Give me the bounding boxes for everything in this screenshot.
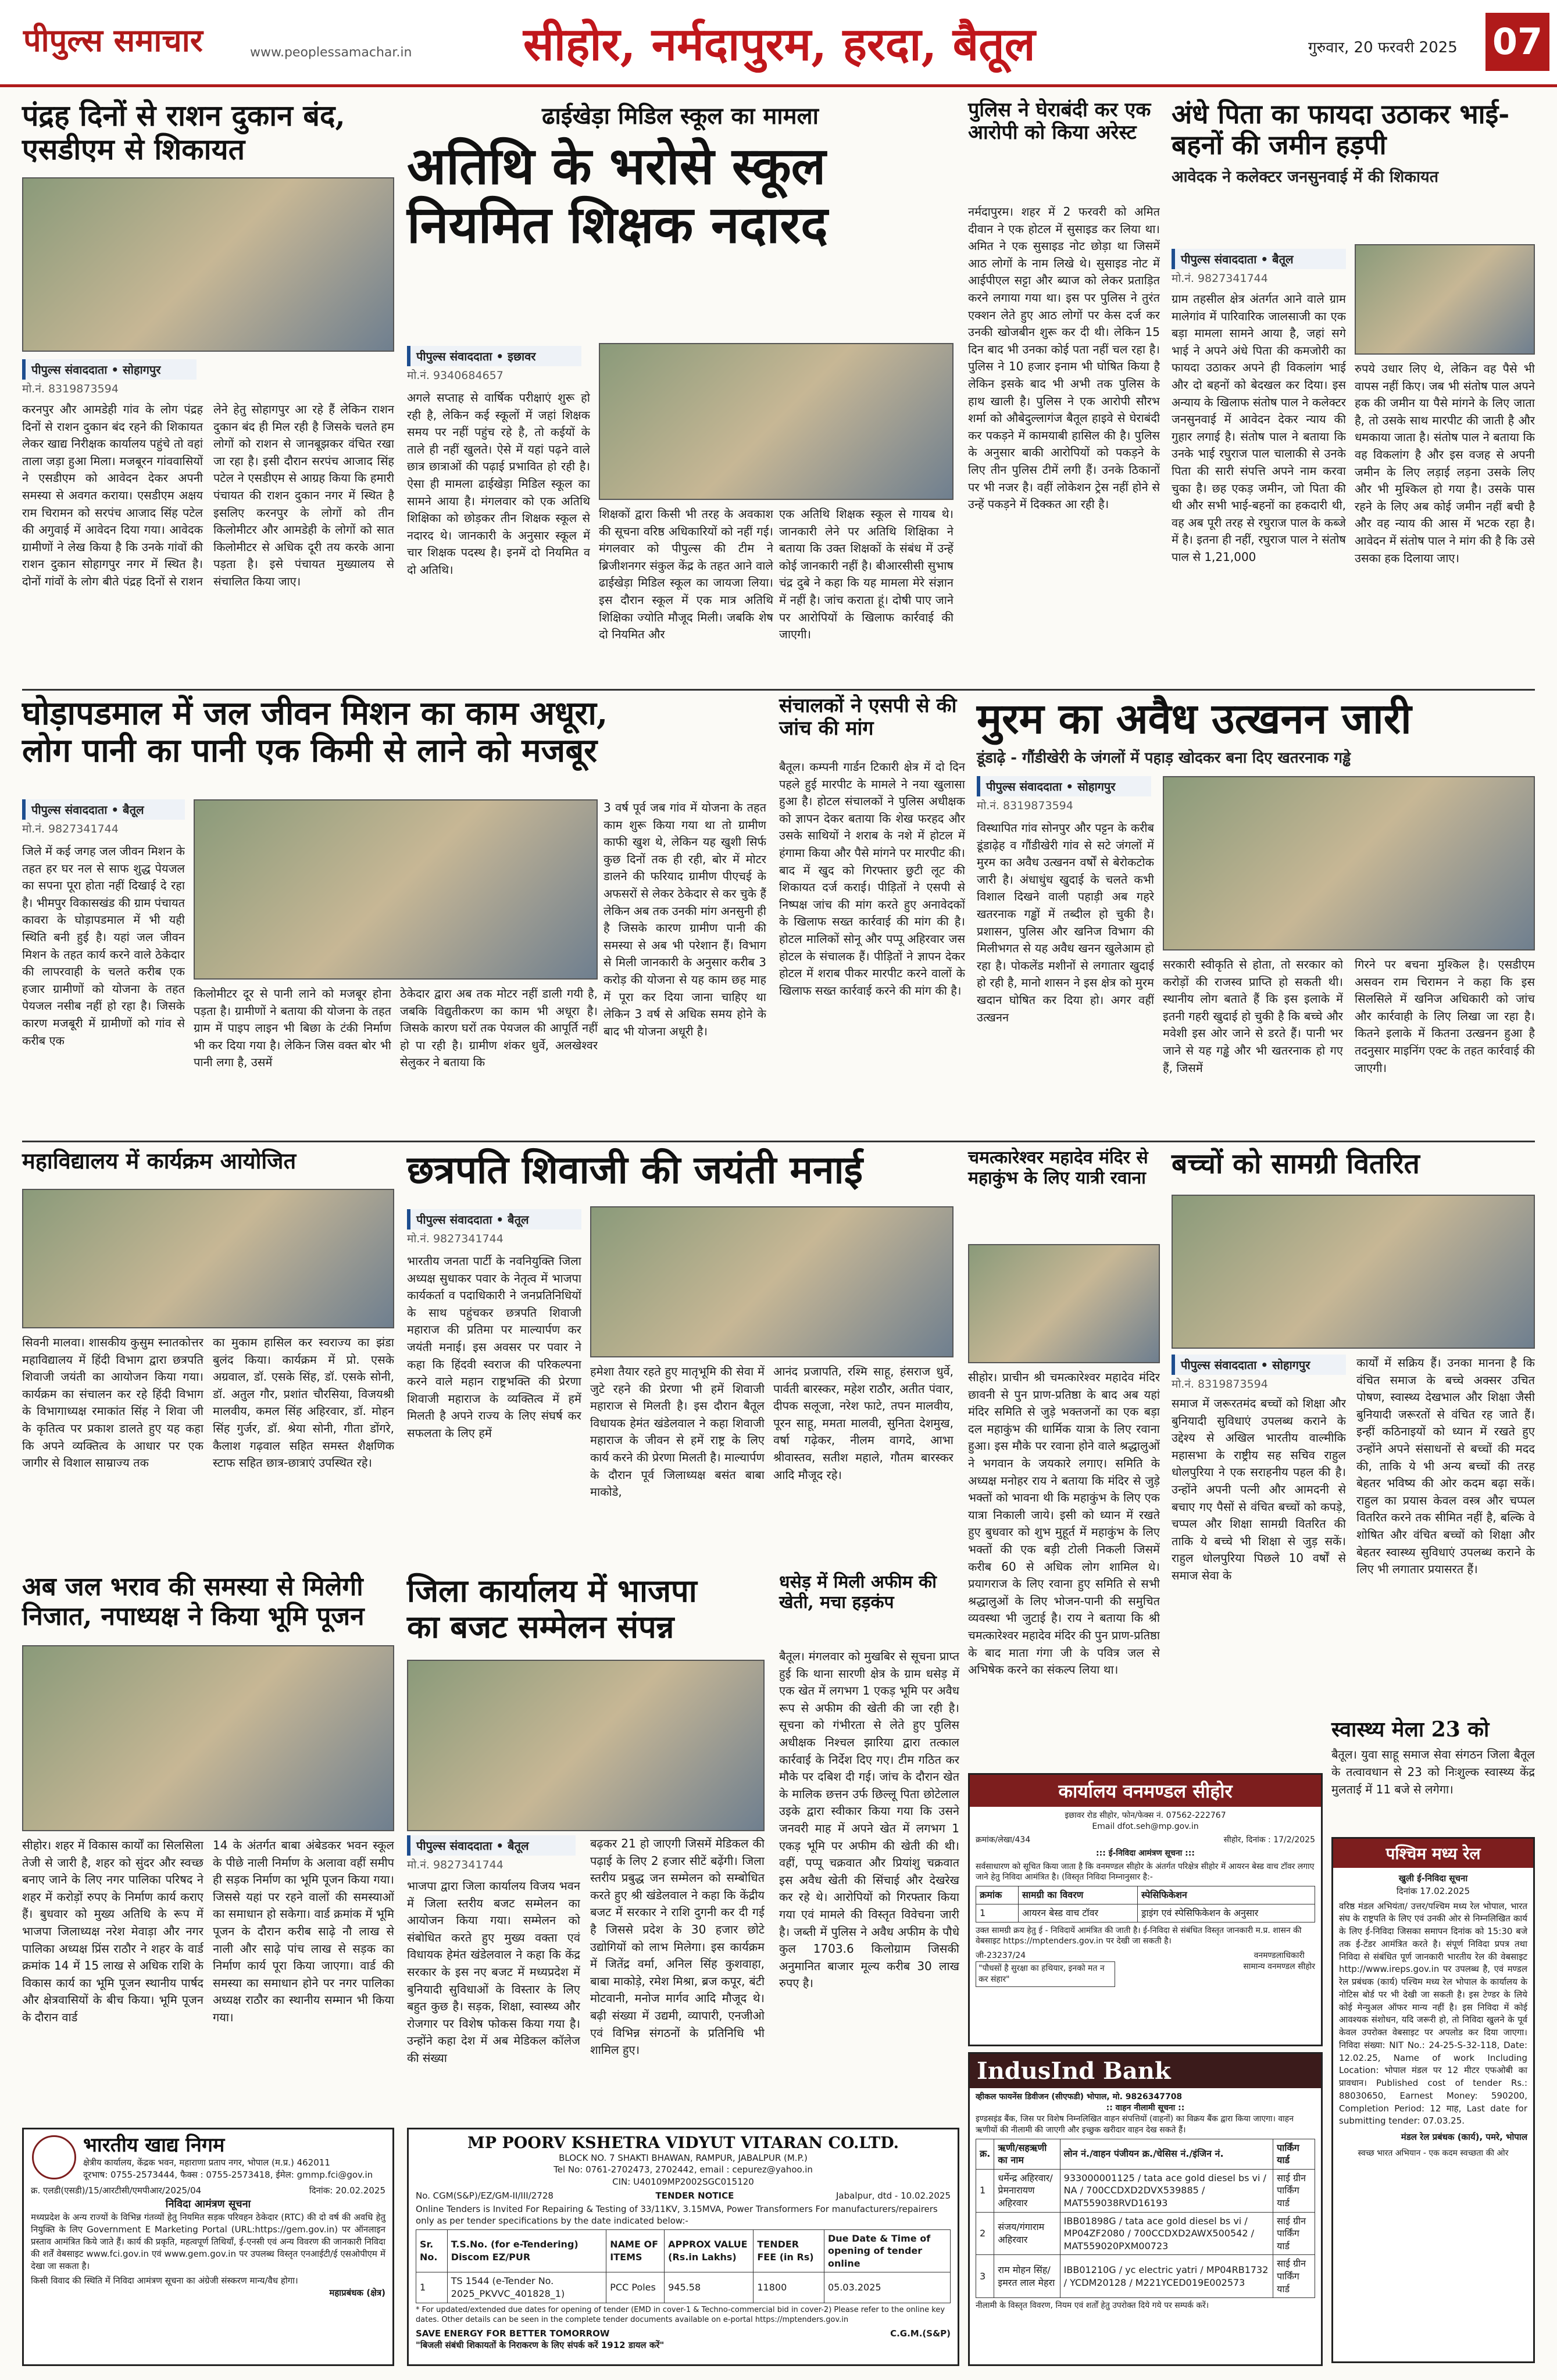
ad-title: पश्चिम मध्य रेल <box>1333 1839 1533 1868</box>
ad-phone: दूरभाष: 0755-2573444, फैक्स : 0755-2573418, ईमेल: gmmp.fci@gov.in <box>83 2170 373 2181</box>
reporter-mobile: मो.नं. 9827341744 <box>407 1859 503 1871</box>
cell: साई ग्रीन पार्किंग यार्ड <box>1273 2212 1315 2255</box>
subheadline: डूंडाढ़े - गौंडीखेरी के जंगलों में पहाड़ खोदकर बना दिए खतरनाक गड्ढे <box>977 749 1351 767</box>
cell: 1 <box>976 1904 1019 1922</box>
ad-title: कार्यालय वनमण्डल सीहोर <box>970 1775 1321 1807</box>
headline[interactable]: स्वास्थ्य मेला 23 को <box>1331 1717 1490 1742</box>
col-header: Sr. No. <box>416 2229 448 2272</box>
issue-date: गुरुवार, 20 फरवरी 2025 <box>1308 39 1458 56</box>
ad-sign: C.G.M.(S&P) <box>890 2328 951 2339</box>
subheadline: आवेदक ने कलेक्टर जनसुनवाई में की शिकायत <box>1172 167 1438 186</box>
reporter-mobile: मो.नं. 9827341744 <box>22 823 119 835</box>
ad-email[interactable]: Email dfot.seh@mp.gov.in <box>1092 1821 1199 1831</box>
ad-slogan: स्वच्छ भारत अभियान - एक कदम स्वच्छता की ओर <box>1358 2148 1509 2158</box>
article-body-col1: विस्थापित गांव सोनपुर और पट्टन के करीब डूंडाढ़ेह व गौंडीखेरी गांव से सटे जंगलों में मुरम का अवैध उत्खनन वर्षों से बेरोकटोक जारी है। अंधाधुंध खुदाई के चलते कभी विशाल दिखने वाली पहाड़ी अब गहरे खतरनाक गड्ढों में तब्दील हो चुकी है। प्रशासन, पुलिस और खनिज विभाग की मिलीभगत से यह अवैध खनन खुलेआम हो रहा है। पोकलेंड मशीनों से लगातार खुदाई हो रही है, मानो शासन ने इस क्षेत्र को मुरम खदान घोषित कर दिया हो। अगर वहीं उत्खनन <box>977 821 1154 1024</box>
headline[interactable]: अंधे पिता का फायदा उठाकर भाई-बहनों की जमीन हड़पी <box>1172 98 1510 160</box>
article-body-col1: अगले सप्ताह से वार्षिक परीक्षाएं शुरू हो रही है, लेकिन कई स्कूलों में जहां शिक्षक समय पर नहीं पहुंच रहे है, तो कईयों के ताले ही नहीं खुलते। ऐसे में यहां पढ़ने वाले छात्र छात्राओं की पढ़ाई प्रभावित हो रही है। ऐसा ही मामला ढाईखेड़ा मिडिल स्कूल का सामने आया है। मंगलवार को एक अतिथि शिक्षिका को छोड़कर तीन शिक्षक स्कूल से नदारद थे। जानकारी के अनुसार स्कूल में चार शिक्षक पदस्थ है। इनमें दो नियमित व दो अतिथि। <box>407 391 590 577</box>
headline[interactable]: पंद्रह दिनों से राशन दुकान बंद, एसडीएम से शिकायत <box>22 98 345 166</box>
article-photo <box>599 343 954 500</box>
ad-address: BLOCK NO. 7 SHAKTI BHAWAN, RAMPUR, JABALPUR (M.P.) <box>559 2153 808 2164</box>
headline-line-2[interactable]: का बजट सम्मेलन संपन्न <box>407 1608 674 1646</box>
headline-line-2[interactable]: नियमित शिक्षक नदारद <box>407 194 828 255</box>
col-header: स्पेसिफिकेशन <box>1138 1886 1315 1904</box>
article-photo <box>22 1189 394 1328</box>
article-body: बैतूल। युवा साहू समाज सेवा संगठन जिला बैतूल के तत्वावधान से 23 को निःशुल्क स्वास्थ्य केंद्र मुलताई में 11 बजे से लगेगा। <box>1331 1748 1535 1796</box>
article-body: बैतूल। कम्पनी गार्डन टिकारी क्षेत्र में दो दिन पहले हुई मारपीट के मामले ने नया खुलासा हुआ है। होटल संचालकों ने पुलिस अधीक्षक को ज्ञापन देकर बताया कि शेख फरहद और उसके साथियों ने शराब के नशे में होटल में हंगामा किया और पैसे मांगने पर मारपीट की। बाद में खुद को गिरफ्तार छुटी लूट की शिकायत दर्ज कराई। पीड़ितों ने एसपी से निष्पक्ष जांच की मांग करते हुए अनावेदकों के खिलाफ सख्त कार्रवाई की मांग की है। होटल मालिकों सोनू और पप्पू अहिरवार जस होटल के संचालक हैं। पीड़ितों ने ज्ञापन देकर होटल में शराब पीकर मारपीट करने वालों के खिलाफ सख्त कार्रवाई करने की मांग की है। <box>779 760 965 998</box>
article-jal-jeevan-mission <box>22 695 766 1137</box>
article-ration-shop <box>22 99 394 683</box>
cell: PCC Poles <box>606 2272 665 2303</box>
article-body-col1: सीहोर। शहर में विकास कार्यों का सिलसिला तेजी से जारी है, शहर को सुंदर और स्वच्छ बनाए जाने के लिए नगर पालिका परिषद ने शहर में करोड़ों रुपए के निर्माण कार्य कराए हैं। बुधवार को मुख्य अतिथि के रूप में भाजपा जिलाध्यक्ष नरेश मेवाड़ा और नगर पालिका अध्यक्ष प्रिंस राठौर ने शहर के वार्ड क्रमांक 14 में 15 लाख से अधिक राशि के विकास कार्य का भूमि पूजन स्थानीय पार्षद और क्षेत्रवासियों के बीच किया। भूमि पूजन के दौरान वार्ड <box>22 1838 203 2024</box>
col-header: TENDER FEE (in Rs) <box>753 2229 824 2272</box>
byline: पीपुल्स संवाददाता • सोहागपुर <box>1172 1355 1346 1375</box>
ad-forest-division-tender <box>968 1773 1323 2046</box>
ad-tender-title: ::: ई-निविदा आमंत्रण सूचना ::: <box>1096 1848 1195 1858</box>
ad-date: सीहोर, दिनांक : 17/2/2025 <box>1223 1835 1315 1845</box>
cell: TS 1544 (e-Tender No. 2025_PKVVC_401828_1) <box>447 2272 606 2303</box>
fci-logo-icon <box>32 2135 76 2179</box>
newspaper-logo[interactable]: पीपुल्स समाचार <box>23 22 203 59</box>
article-photo <box>22 1645 394 1831</box>
byline: पीपुल्स संवाददाता • बैतूल <box>22 799 185 820</box>
article-shivaji-jayanti <box>407 1148 954 1567</box>
ad-reference: क्र. एलडी(एसडी)/15/आरटीसी/एमपीआर/2025/04 <box>31 2185 202 2196</box>
headline[interactable]: अब जल भराव की समस्या से मिलेगी निजात, नपाध्यक्ष ने किया भूमि पूजन <box>22 1572 365 1631</box>
cell: IBB01210G / yc electric yatri / MP04RB1732 / YCDM20128 / M221YCED019E002573 <box>1060 2255 1273 2298</box>
masthead <box>0 0 1557 87</box>
ad-body: वरिष्ठ मंडल अभियंता/ उत्तर/पश्चिम मध्य रेल भोपाल, भारत संघ के राष्ट्रपति के लिए एवं उनकी ओर से निम्नलिखित कार्य के लिए ई-निविदा जिसका समापन दिनांक को 15:30 बजे तक ई-टेंडर आमंत्रित करते है। संपूर्ण निविदा प्रपत्र तथा निविदा से संबंधित पूर्ण जानकारी भारतीय रेल की वेबसाइट http://www.ireps.gov.in पर उपलब्ध है, एवं मण्डल रेल प्रबंधक (कार्य) पश्चिम मध्य रेल भोपाल के कार्यालय के नोटिस बोर्ड पर भी देखी जा सकती है। इस टेण्डर के लिये कोई मेन्युअल ऑफर मान्य नहीं है। इस निविदा में कोई आवश्यक संशोधन, यदि जरूरी हो, तो निविदा खुलने के पूर्व केवल उपरोक्त वेबसाइट पर अपलोड कर दिया जाएगा। निविदा संख्या: NIT No.: 24-25-S-32-118, Date: 12.02.25, Name of work Including Location: भोपाल मंडल पर 12 मीटर एफओबी का प्रावधान। Published cost of tender Rs.: 88030650, Earnest Money: 590200, Completion Period: 12 माह, Last date for submitting tender: 07.03.25. <box>1339 1900 1527 2127</box>
ad-date: दिनांक 17.02.2025 <box>1396 1885 1470 1896</box>
cell: IBB01898G / tata ace gold diesel bs vi / MP04ZF2080 / 700CCDXD2AWX500542 / MAT559020PXM00723 <box>1060 2212 1273 2255</box>
headline[interactable]: संचालकों ने एसपी से की जांच की मांग <box>779 694 957 741</box>
ad-notice: :: वाहन नीलामी सूचना :: <box>1106 2103 1185 2113</box>
article-bjp-budget-conference <box>407 1573 765 2122</box>
ad-body: इण्डसइंड बैंक, जिस पर विशेष निम्नलिखित वाहन संपत्तियों (वाहनों) का विक्रय बैंक द्वारा किया जाएगा। वाहन ऋणीयों की नीलामी की जाएगी और इच्छुक खरीदार वाहन देख सकते हैं। <box>976 2114 1294 2135</box>
article-body: करनपुर और आमडेही गांव के लोग पंद्रह दिनों से राशन दुकान बंद रहने की शिकायत लेकर खाद्य निरीक्षक कार्यालय पहुंचे तो वहां ताला जड़ा हुआ मिला। मजबूरन गांववासियों ने एसडीएम को आवेदन देकर अपनी समस्या से अवगत कराया। एसडीएम अक्षय राम चिरामन को सरपंच आजाद सिंह पटेल की अगुवाई में आवेदन दिया गया। आवेदक ग्रामीणों ने लेख किया है कि उनके गांवों की राशन दुकान सोहागपुर नगर में स्थित है। दोनों गांवों के लोग बीते पंद्रह दिनों से राशन लेने हेतु सोहागपुर आ रहे हैं लेकिन राशन दुकान बंद ही मिल रही है जिसके चलते हम लोगों को राशन से जानबूझकर वंचित रखा जा रहा है। इसी दौरान सरपंच आजाद सिंह पटेल ने एसडीएम से आग्रह किया कि हमारी पंचायत की राशन दुकान नगर में स्थित है इसलिए करनपुर के लोगों को तीन किलोमीटर और आमडेही के लोगों को सात किलोमीटर से अधिक दूरी तय करके आना पड़ता है। इसे पंचायत मुख्यालय से संचालित किया जाए। <box>22 402 394 588</box>
article-body-col1: सिवनी मालवा। शासकीय कुसुम स्नातकोत्तर महाविद्यालय में हिंदी विभाग द्वारा छत्रपति शिवाजी जयंती का आयोजन किया गया। कार्यक्रम का संचालन कर रहे हिंदी विभाग के विभागाध्यक्ष रमाकांत सिंह ने शिवा जी के कृतित्व पर प्रकाश डालते हुए यह कहा कि अपने व्यक्तित्व के आधार पर एक जागीर से विशाल साम्राज्य तक <box>22 1335 203 1470</box>
article-photo <box>407 1660 765 1831</box>
article-photo <box>194 799 598 980</box>
article-body-col3: एक अतिथि शिक्षक स्कूल से गायब थे। जानकारी लेने पर अतिथि शिक्षिका ने बताया कि उक्त शिक्षकों के संबंध में उन्हें कोई जानकारी नहीं है। बीआरसीसी सुभाष चंद्र दुबे ने कहा कि यह मामला मेरे संज्ञान में नहीं है। जांच कराता हूं। दोषी पाए जाने पर आरोपियों के खिलाफ कार्रवाई की जाएगी। <box>779 507 954 642</box>
divider <box>22 689 1535 691</box>
byline: पीपुल्स संवाददाता • बैतूल <box>1172 249 1346 269</box>
ad-sign: महाप्रबंधक (क्षेत्र) <box>329 2288 385 2299</box>
headline[interactable]: छत्रपति शिवाजी की जयंती मनाई <box>407 1147 863 1192</box>
ad-indusind-vehicle-auction <box>968 2052 1323 2366</box>
cell: 2 <box>976 2212 994 2255</box>
ad-address: क्षेत्रीय कार्यालय, केंद्रक भवन, महाराणा प्रताप नगर, भोपाल (म.प्र.) 462011 <box>83 2157 330 2168</box>
article-photo <box>1355 244 1535 355</box>
article-body-col2: रुपये उधार लिए थे, लेकिन वह पैसे भी वापस नहीं किए। जब भी संतोष पाल अपने हक की जमीन या पैसे मांगने के लिए जाता है, तो उसके साथ मारपीट की जाती है और धमकाया जाता है। संतोष पाल ने बताया कि वह विकलांग है और इस वजह से अपनी जमीन के लिए लड़ाई लड़ना उसके लिए और भी मुश्किल हो गया है। उसके पास रहने के लिए अब कोई जमीन नहीं बची है और वह न्याय की आस में भटक रहा है। आवेदन में संतोष पाल ने मांग की है कि उसे उसका हक दिलाया जाए। <box>1355 362 1535 565</box>
cell: ड्राइंग एवं स्पेसिफिकेशन के अनुसार <box>1138 1904 1315 1922</box>
article-body: बैतूल। मंगलवार को मुखबिर से सूचना प्राप्त हुई कि थाना सारणी क्षेत्र के ग्राम धसेड़ में एक खेत में लगभग 1 एकड़ भूमि पर अवैध रूप से अफीम की खेती की जा रही है। सूचना को गंभीरता से लेते हुए पुलिस अधीक्षक निश्चल झारिया द्वारा तत्काल कार्रवाई के निर्देश दिए गए। टीम गठित कर मौके पर दबिश दी गई। जांच के दौरान खेत के मालिक छत्तन उर्फ छिल्लू पिता छोटेलाल उइके द्वारा स्वीकार किया गया कि उसने जनवरी माह में अपने खेत में लगभग 1 एकड़ भूमि पर अफीम की खेती की थी। वहीं, पप्पू चक्रवात और प्रियांशु चक्रवात इस अवैध खेती की सिंचाई और देखरेख कर रहे थे। आरोपियों को गिरफ्तार किया गया एवं मामले की विस्तृत विवेचना जारी है। जब्ती में पुलिस ने अवैध अफीम के पौधे कुल 1703.6 किलोग्राम जिसकी अनुमानित बाजार मूल्य करीब 30 लाख रुपए है। <box>779 1649 959 1991</box>
headline[interactable]: धसेड़ में मिली अफीम की खेती, मचा हड़कंप <box>779 1572 937 1613</box>
col-header: Due Date & Time of opening of tender online <box>824 2229 950 2272</box>
byline: पीपुल्स संवाददाता • इछावर <box>407 346 581 366</box>
page-region-title: सीहोर, नर्मदापुरम, हरदा, बैतूल <box>523 18 1035 71</box>
article-photo <box>1172 1195 1535 1349</box>
article-photo <box>1163 776 1535 950</box>
reporter-mobile: मो.नं. 9827341744 <box>407 1232 503 1245</box>
headline-line-1[interactable]: जिला कार्यालय में भाजपा <box>407 1572 697 1609</box>
ad-food-corporation-tender <box>22 2128 394 2366</box>
article-waterlogging-bhoomi-pujan <box>22 1573 394 2122</box>
cell: साई ग्रीन पार्किंग यार्ड <box>1273 2169 1315 2212</box>
divider <box>22 1141 1535 1142</box>
ad-note: उक्त सामग्री क्रय हेतु ई - निविदायें आमंत्रित की जाती है। ई-निविदा से संबंधित विस्तृत जानकारी म.प्र. शासन की वेबसाइट https://mptenders.gov.in पर देखी जा सकती है। <box>976 1925 1302 1946</box>
article-photo <box>590 1206 954 1357</box>
ad-title: MP POORV KSHETRA VIDYUT VITARAN CO.LTD. <box>467 2134 899 2152</box>
article-illegal-murum-mining <box>977 695 1535 1137</box>
headline-line-1[interactable]: अतिथि के भरोसे स्कूल <box>407 135 826 196</box>
reporter-mobile: मो.नं. 8319873594 <box>977 799 1073 812</box>
article-police-arrest <box>968 99 1160 683</box>
col-header: सामग्री का विवरण <box>1018 1886 1137 1904</box>
ad-reference: No. CGM(S&P)/EZ/GM-II/III/2728 <box>416 2190 553 2201</box>
ad-note: किसी विवाद की स्थिति में निविदा आमंत्रण सूचना का अंग्रेजी संस्करण मान्य/वैध होगा। <box>31 2275 298 2286</box>
ad-date: दिनांक: 20.02.2025 <box>309 2185 385 2196</box>
article-body-col1: जिले में कई जगह जल जीवन मिशन के तहत हर घर नल से साफ शुद्ध पेयजल का सपना पूरा होता नहीं दिखाई दे रहा है। भीमपुर विकासखंड की ग्राम पंचायत कावरा के घोड़ापडमाल में भी यही स्थिति बनी हुई है। यहां जल जीवन मिशन के तहत कार्य करने वाले ठेकेदार की लापरवाही के चलते करीब एक हजार ग्रामीणों को योजना के तहत पेयजल नसीब नहीं हो रहा है। जिसके कारण मजबूरी में ग्रामीणों को गांव से करीब एक <box>22 844 185 1048</box>
article-body-col2: बढ़कर 21 हो जाएगी जिसमें मेडिकल की पढ़ाई के लिए 2 हजार सीटें बढ़ेंगी। जिला स्तरीय प्रबुद्ध जन सम्मेलन को सम्बोधित करते हुए श्री खंडेलवाल ने कहा कि केंद्रीय बजट में सरकार ने राशि दुगनी कर दी गई है जिससे प्रदेश के 30 हजार छोटे उद्योगियों को लाभ मिलेगा। इस कार्यक्रम में जितेंद्र वर्मा, अनिल सिंह कुशवाहा, बाबा माकोड़े, रमेश मिश्रा, ब्रज कपूर, बंटी मोटवानी, मनोज मार्गव आदि मौजूद थे। बढ़ी संख्या में उद्यमी, व्यापारी, एनजीओ एवं विभिन्न संगठनों के प्रतिनिधि भी शामिल हुए। <box>590 1836 765 2057</box>
article-body-col2: सरकारी स्वीकृति से होता, तो सरकार को करोड़ों की राजस्व प्राप्ति हो सकती थी। स्थानीय लोग बताते हैं कि इस इलाके में इतनी गहरी खुदाई हो चुकी है कि बच्चे और मवेशी इस ओर जाने से डरते हैं। पानी भर जाने से यह गड्ढे और भी खतरनाक हो गए हैं, जिसमें <box>1163 957 1343 1075</box>
reporter-mobile: मो.नं. 9827341744 <box>1172 272 1268 285</box>
page-number: 07 <box>1485 13 1549 71</box>
cell: आयरन बेस्ड वाच टॉवर <box>1018 1904 1137 1922</box>
ad-tender-title: TENDER NOTICE <box>655 2190 734 2201</box>
website-link[interactable]: www.peoplessamachar.in <box>250 45 412 60</box>
article-body: सीहोर। प्राचीन श्री चमत्कारेश्वर महादेव मंदिर छावनी से पुन प्राण-प्रतिष्ठा के बाद अब यहां मंदिर समिति से जुड़े भक्तजनों का एक बड़ा दल महाकुंभ की धार्मिक यात्रा के लिए रवाना हुआ। इस मौके पर रवाना होने वाले श्रद्धालुओं ने भगवान के जयकारे लगाए। समिति के अध्यक्ष मनोहर राय ने बताया कि मंदिर से जुड़े भक्तों को भावना थी कि महाकुंभ के लिए एक यात्रा निकाली जाये। इसी को ध्यान में रखते हुए बुधवार को शुभ मुहूर्त में महाकुंभ के लिए भक्तों की एक बड़ी टोली निकली जिसमें करीब 60 से अधिक लोग शामिल थे। प्रयागराज के लिए रवाना हुए समिति से सभी श्रद्धालुओं के लिए भोजन-पानी की समुचित व्यवस्था भी जुटाई है। राय ने बताया कि श्री चमत्कारेश्वर महादेव मंदिर की पुन प्राण-प्रतिष्ठा के बाद माता गंगा जी के पवित्र जल से अभिषेक करने का संकल्प लिया था। <box>968 1370 1160 1677</box>
article-body-col2: हमेशा तैयार रहते हुए मातृभूमि की सेवा में जुटे रहने की प्रेरणा भी हमें शिवाजी महाराज से मिलती है। इस दौरान बैतूल विधायक हेमंत खंडेलवाल ने कहा शिवाजी महाराज के जीवन से हमें राष्ट्र के लिए कार्य करने की प्रेरणा मिलती है। माल्यार्पण के दौरान पूर्व जिलाध्यक्ष बसंत बाबा माकोडे, <box>590 1364 765 1499</box>
ad-date: Jabalpur, dtd - 10.02.2025 <box>836 2190 951 2201</box>
article-body-col1: समाज में जरूरतमंद बच्चों को शिक्षा और बुनियादी सुविधाएं उपलब्ध कराने के उद्देश्य से अखिल भारतीय वाल्मीकि महासभा के राष्ट्रीय सह सचिव राहुल धोलपुरिया ने एक सराहनीय पहल की है। उन्होंने अपनी पत्नी और आमदनी से बचाए गए पैसों से वंचित बच्चों को कपड़े, चप्पल और शिक्षा सामग्री वितरित की ताकि ये बच्चे भी शिक्षा से जुड़ सकें। राहुल धोलपुरिया पिछले 10 वर्षों से समाज सेवा के <box>1172 1396 1346 1582</box>
headline[interactable]: महाविद्यालय में कार्यक्रम आयोजित <box>22 1148 297 1174</box>
ad-tender-title: निविदा आमंत्रण सूचना <box>165 2198 251 2211</box>
article-body-col1: भारतीय जनता पार्टी के नवनियुक्ति जिला अध्यक्ष सुधाकर पवार के नेतृत्व में भाजपा कार्यकर्ता व पदाधिकारी ने जनप्रतिनिधियों के साथ पहुंचकर छत्रपति शिवाजी महाराज की प्रतिमा पर माल्यार्पण कर जयंती मनाई। इस अवसर पर पवार ने कहा कि हिंदवी स्वराज की परिकल्पना करने वाले महान राष्ट्रभक्ति की प्रेरणा शिवाजी महाराज के व्यक्तित्व में हमें मिलती है अपने राज्य के लिए संघर्ष कर सफलता के लिए हमें <box>407 1254 581 1440</box>
ad-ji: जी-23237/24 <box>976 1951 1026 1961</box>
article-body-col2: कार्यों में सक्रिय हैं। उनका मानना है कि वंचित समाज के बच्चे अक्सर उचित पोषण, स्वास्थ्य देखभाल और शिक्षा जैसी बुनियादी जरूरतों से वंचित रह जाते हैं। इन्हीं कठिनाइयों को ध्यान में रखते हुए उन्होंने अपने संसाधनों से बच्चों की मदद की, ताकि ये भी अन्य बच्चों की तरह बेहतर भविष्य की ओर कदम बढ़ा सकें। राहुल का प्रयास केवल वस्त्र और चप्पल वितरित करने तक सीमित नहीं है, बल्कि वे शोषित और वंचित बच्चों को शिक्षा और बेहतर स्वास्थ्य सुविधाएं उपलब्ध कराने के लिए भी लगातार प्रयासरत हैं। <box>1356 1356 1535 1577</box>
cell: 933000001125 / tata ace gold diesel bs vi / NA / 700CCDXD2DVX539885 / MAT559038RVD16193 <box>1060 2169 1273 2212</box>
col-header: T.S.No. (for e-Tendering) Discom EZ/PUR <box>447 2229 606 2272</box>
cell: संजय/गंगाराम अहिरवार <box>994 2212 1060 2255</box>
cell: 945.58 <box>665 2272 753 2303</box>
ad-save-energy: SAVE ENERGY FOR BETTER TOMORROW <box>416 2328 610 2339</box>
table-row <box>976 2212 1315 2255</box>
byline: पीपुल्स संवाददाता • सोहागपुर <box>977 776 1151 796</box>
cell: साई ग्रीन पार्किंग यार्ड <box>1273 2255 1315 2298</box>
ad-intro: सर्वसाधारण को सूचित किया जाता है कि वनमण्डल सीहोर के अंतर्गत परिक्षेत्र सीहोर में आयरन बेस्ड वाच टॉवर लगाए जाने हेतु निविदा आमंत्रित है। (विस्तृत निविदा निम्नानुसार है:- <box>976 1861 1315 1882</box>
table-row <box>976 2255 1315 2298</box>
article-body-col2: शिक्षकों द्वारा किसी भी तरह के अवकाश की सूचना वरिष्ठ अधिकारियों को नहीं गई। मंगलवार को पीपुल्स की टीम ने ब्रिजीशनगर संकुल केंद्र के तहत आने वाले ढाईखेड़ा मिडिल स्कूल का जायजा लिया। इस दौरान स्कूल में एक मात्र अतिथि शिक्षिका ज्योति मौजूद मिली। जबकि शेष दो नियमित और <box>599 507 773 642</box>
headline[interactable]: पुलिस ने घेराबंदी कर एक आरोपी को किया अरेस्ट <box>968 98 1151 145</box>
article-guest-teacher-school <box>407 99 954 683</box>
ad-sign-2: सामान्य वनमण्डल सीहोर <box>1243 1962 1315 1972</box>
reporter-mobile: मो.नं. 8319873594 <box>22 383 119 395</box>
article-blind-father-land <box>1172 99 1535 683</box>
ad-phone: Tel No: 0761-2702473, 2702442, email : cepurez@yahoo.in <box>553 2164 813 2175</box>
cell: 05.03.2025 <box>824 2272 950 2303</box>
ad-address: इछावर रोड सीहोर, फोन/फेक्स नं. 07562-222767 <box>1065 1811 1226 1820</box>
ad-footer: मंडल रेल प्रबंधक (कार्य), पमरे, भोपाल <box>1401 2132 1527 2142</box>
cell: 3 <box>976 2255 994 2298</box>
ad-note: * For updated/extended due dates for opening of tender (EMD in cover-1 & Techno-commercial bid in cover-2) Please refer to the online key dates. Other details can be seen in the complete tender documents available on e-portal https://mptenders.gov.in <box>416 2305 945 2325</box>
ad-west-central-railway <box>1331 1837 1535 2363</box>
headline[interactable]: मुरम का अवैध उत्खनन जारी <box>977 694 1412 743</box>
byline: पीपुल्स संवाददाता • बैतूल <box>407 1209 581 1230</box>
article-body-col2: 14 के अंतर्गत बाबा अंबेडकर भवन स्कूल के पीछे नाली निर्माण के अलावा वहीं समीप ही सड़क निर्माण का भूमि पूजन किया गया। जिससे यहां पर रहने वालों की समस्याओं का समाधान हो सकेगा। वार्ड क्रमांक में भूमि पूजन के दौरान करीब साढ़े नौ लाख से नाली और साढ़े पांच लाख से सड़क का निर्माण कार्य पूरा किया जाएगा। वार्ड की समस्या का समाधान होने पर नगर पालिका अध्यक्ष राठौर का स्थानीय सम्मान भी किया गया। <box>213 1838 394 2024</box>
cell: 1 <box>416 2272 448 2303</box>
cell: धर्मेन्द्र अहिरवार/प्रेमनारायण अहिरवार <box>994 2169 1060 2212</box>
ad-title: IndusInd Bank <box>970 2054 1321 2088</box>
article-body-col2: किलोमीटर दूर से पानी लाने को मजबूर होना पड़ता है। ग्रामीणों ने बताया की योजना के तहत ग्राम में पाइप लाइन भी बिछा के टंकी निर्माण भी कर दिया गया है। लेकिन जिस वक्त बोर भी पानी लगा है, उसमें <box>194 987 391 1070</box>
article-college-program <box>22 1148 394 1567</box>
ad-footer: नीलामी के विस्तृत विवरण, नियम एवं शर्तों हेतु उपरोक्त दिये गये पर सम्पर्क करें। <box>976 2301 1209 2311</box>
article-hotel-operators-sp <box>779 695 965 1137</box>
ad-intro: Online Tenders is Invited For Repairing & Testing of 33/11KV, 3.15MVA, Power Transformers For manufacturers/repairers only as per tender specifications by the date indicated below:- <box>416 2204 938 2227</box>
headline[interactable]: चमत्कारेश्वर महादेव मंदिर से महाकुंभ के लिए यात्री रवाना <box>968 1148 1148 1188</box>
ad-helpline: "बिजली संबंधी शिकायतों के निराकरण के लिए संपर्क करें 1912 डायल करें" <box>416 2339 665 2350</box>
headline-line-2[interactable]: लोग पानी का पानी एक किमी से लाने को मजबूर <box>22 731 598 770</box>
cell: राम मोहन सिंह/इमरत लाल मेहरा <box>994 2255 1060 2298</box>
reporter-mobile: मो.नं. 8319873594 <box>1172 1378 1268 1391</box>
article-body-col3: ठेकेदार द्वारा अब तक मोटर नहीं डाली गयी है, जबकि विद्युतीकरण का काम भी अधूरा है। जिसके कारण घरों तक पेयजल की आपूर्ति नहीं हो पा रही है। ग्रामीण शंकर धुर्वे, अलखेश्वर सेलुकर ने बताया कि <box>400 987 598 1070</box>
ad-title: भारतीय खाद्य निगम <box>83 2134 225 2157</box>
article-body-col1: ग्राम तहसील क्षेत्र अंतर्गत आने वाले ग्राम मालेगांव में पारिवारिक जालसाजी का एक बड़ा मामला सामने आया है, जहां सगे भाई ने अपने अंधे पिता की कमजोरी का फायदा उठाकर अपने ही विकलांग भाई और दो बहनों को बेदखल कर दिया। इस अन्याय के खिलाफ संतोष पाल ने कलेक्टर जनसुनवाई में आवेदन देकर न्याय की गुहार लगाई है। संतोष पाल ने बताया कि उनके भाई रघुराज पाल चालाकी से उनके पिता की सारी संपत्ति अपने नाम करवा चुका है। छह एकड़ जमीन, जो पिता की थी और सभी भाई-बहनों का हकदारी थी, वह अब पूरी तरह से रघुराज पाल के कब्जे में है। इतना ही नहीं, रघुराज पाल ने संतोष पाल से 1,21,000 <box>1172 292 1346 564</box>
col-header: APPROX VALUE (Rs.in Lakhs) <box>665 2229 753 2272</box>
ad-sign-1: वनमण्डलाधिकारी <box>1254 1951 1305 1961</box>
article-material-distribution <box>1172 1148 1535 1712</box>
reporter-mobile: मो.नं. 9340684657 <box>407 369 503 382</box>
article-photo <box>968 1244 1160 1363</box>
col-header: क्र. <box>976 2139 994 2169</box>
cell: 11800 <box>753 2272 824 2303</box>
headline-line-1[interactable]: घोड़ापडमाल में जल जीवन मिशन का काम अधूरा, <box>22 694 608 732</box>
ad-reference: क्रमांक/लेखा/434 <box>976 1835 1031 1845</box>
kicker: ढाईखेड़ा मिडिल स्कूल का मामला <box>541 102 819 130</box>
byline: पीपुल्स संवाददाता • सोहागपुर <box>22 359 197 380</box>
cell: 1 <box>976 2169 994 2212</box>
article-body-col2: का मुकाम हासिल कर स्वराज्य का झंडा बुलंद किया। कार्यक्रम में प्रो. एसके अग्रवाल, डॉ. एसके सिंह, डॉ. एसके सोनी, डॉ. अतुल गौर, प्रशांत चौरसिया, विजयश्री मालवीय, कमल सिंह अहिरवार, डॉ. मोहन सिंह गुर्जर, डॉ. श्रेया सोनी, गीता डोंगरे, कैलाश गढ़वाल सहित समस्त शैक्षणिक स्टाफ सहित छात्र-छात्राएं उपस्थित रहे। <box>213 1335 394 1470</box>
table-row <box>976 1904 1315 1922</box>
article-body-col4: 3 वर्ष पूर्व जब गांव में योजना के तहत काम शुरू किया गया था तो ग्रामीण काफी खुश थे, लेकिन यह खुशी सिर्फ कुछ दिनों तक ही रही, बोर में मोटर डालने की फरियाद ग्रामीण पीएचई के अफसरों से लेकर ठेकेदार से कर चुके हैं लेकिन अब तक उनकी मांग अनसुनी ही है जिसके कारण ग्रामीण पानी की समस्या से अब भी परेशान हैं। विभाग से मिली जानकारी के अनुसार करीब 3 करोड़ की योजना से यह काम छह माह में पूरा कर दिया जाना चाहिए था लेकिन 3 वर्ष से अधिक समय होने के बाद भी योजना अधूरी है। <box>603 801 766 1038</box>
ad-cin: CIN: U40109MP2002SGC015120 <box>612 2176 754 2187</box>
ad-subtitle: खुली ई-निविदा सूचना <box>1398 1873 1468 1884</box>
article-opium-cultivation <box>779 1573 959 2122</box>
table-row <box>416 2272 951 2303</box>
ad-body: मध्यप्रदेश के अन्य राज्यों के विभिन्न गंतव्यों हेतु नियमित सड़क परिवहन ठेकेदार (RTC) की दो वर्ष की अवधि हेतु नियुक्ति के लिए Government E Marketing Portal (URL:https://gem.gov.in) पर ऑनलाइन प्रस्ताव आमंत्रित किये जाते हैं। कार्य की प्रकृति, महत्वपूर्ण तिथियाँ, ई-एनसी एवं अन्य विवरण की जानकारी निविदा की शर्तें वेबसाइट www.fci.gov.in एवं www.gem.gov.in पर उपलब्ध विस्तृत एनआईटी/ई एसओपीएम में देखा जा सकता है। <box>31 2212 385 2272</box>
ad-mp-vidyut-tender <box>407 2128 959 2366</box>
article-body-col3: आनंद प्रजापति, रश्मि साहू, हंसराज धुर्वे, पार्वती बारस्कर, महेश राठौर, अतीत पंवार, दीपक सलूजा, नरेश फाटे, तपन मालवीय, पूरन साहू, ममता मालवी, सुनिता देशमुख, वर्षा गढ़ेकर, नीलम वागदे, आभा श्रीवास्तव, सतीश महाले, गौतम बारस्कर आदि मौजूद रहे। <box>773 1364 954 1482</box>
ad-subtitle: व्हीकल फायनेंस डिवीजन (सीएफडी) भोपाल, मो. 9826347708 <box>976 2092 1183 2102</box>
ad-table <box>416 2229 951 2303</box>
article-photo <box>22 177 394 352</box>
headline[interactable]: बच्चों को सामग्री वितरित <box>1172 1148 1420 1180</box>
ad-table <box>976 2139 1315 2299</box>
article-body-col3: गिरने पर बचना मुश्किल है। एसडीएम असवन राम चिरामन ने कहा कि इस सिलसिले में खनिज अधिकारी को जांच और कार्रवाही के लिए लिखा जा रहा है। कितने इलाके में कितना उत्खनन हुआ है तदनुसार माइनिंग एक्ट के तहत कार्रवाई की जाएगी। <box>1355 957 1535 1075</box>
article-health-fair <box>1331 1718 1535 1834</box>
article-body-col1: भाजपा द्वारा जिला कार्यालय विजय भवन में जिला स्तरीय बजट सम्मेलन का आयोजन किया गया। सम्मेलन को संबोधित करते हुए मुख्य वक्ता एवं विधायक हेमंत खंडेलवाल ने कहा कि केंद्र सरकार के इस नए बजट में मध्यप्रदेश में बुनियादी सुविधाओं के विस्तार के लिए बहुत कुछ है। सड़क, शिक्षा, स्वास्थ्य और रोजगार पर विशेष फोकस किया गया है। उन्होंने कहा देश में अब मेडिकल कॉलेज की संख्या <box>407 1879 580 2065</box>
col-header: ऋणी/सहऋणी का नाम <box>994 2139 1060 2169</box>
ad-table <box>976 1886 1315 1922</box>
col-header: क्रमांक <box>976 1886 1019 1904</box>
byline: पीपुल्स संवाददाता • बैतूल <box>407 1835 576 1856</box>
col-header: NAME OF ITEMS <box>606 2229 665 2272</box>
ad-slogan: "पौधसों है सुरक्षा का हथियार, इनको मत न कर संहार" <box>976 1961 1115 1987</box>
article-body: नर्मदापुरम। शहर में 2 फरवरी को अमित दीवान ने एक होटल में सुसाइड कर लिया था। अमित ने एक सुसाइड नोट छोड़ा था जिसमें आठ लोगों के नाम लिखे थे। सुसाइड नोट में आईपीएल सट्टा और ब्याज को लेकर प्रताड़ित करने लगाया गया था। इस पर पुलिस ने तुरंत एक्शन लेते हुए आठ लोगों पर केस दर्ज कर उनकी खोजबीन शुरू कर दी थी। लेकिन 15 दिन बाद भी उनका कोई पता नहीं चल रहा है। पुलिस ने 10 हजार इनाम भी घोषित किया है लेकिन इसके बाद भी अभी तक पुलिस के हाथ खाली है। पुलिस ने एक आरोपी सौरभ शर्मा को औबेदुल्लागंज बैतूल हाइवे से घेराबंदी कर पकड़ने में कामयाबी हासिल की है। पुलिस के अनुसार बाकी आरोपियों को पकड़ने के लिए तीन पुलिस टीमें लगी हैं। उनके ठिकानों पर भी नजर है। वहीं लोकेशन ट्रेस नहीं होने से उन्हें पकड़ने में दिक्कत आ रही है। <box>968 205 1160 512</box>
col-header: पार्किंग यार्ड <box>1273 2139 1315 2169</box>
table-row <box>976 2169 1315 2212</box>
article-mahakumbh-yatra <box>968 1148 1160 1770</box>
col-header: लोन नं./वाहन पंजीयन क्र./चेसिस नं./इंजिन नं. <box>1060 2139 1273 2169</box>
